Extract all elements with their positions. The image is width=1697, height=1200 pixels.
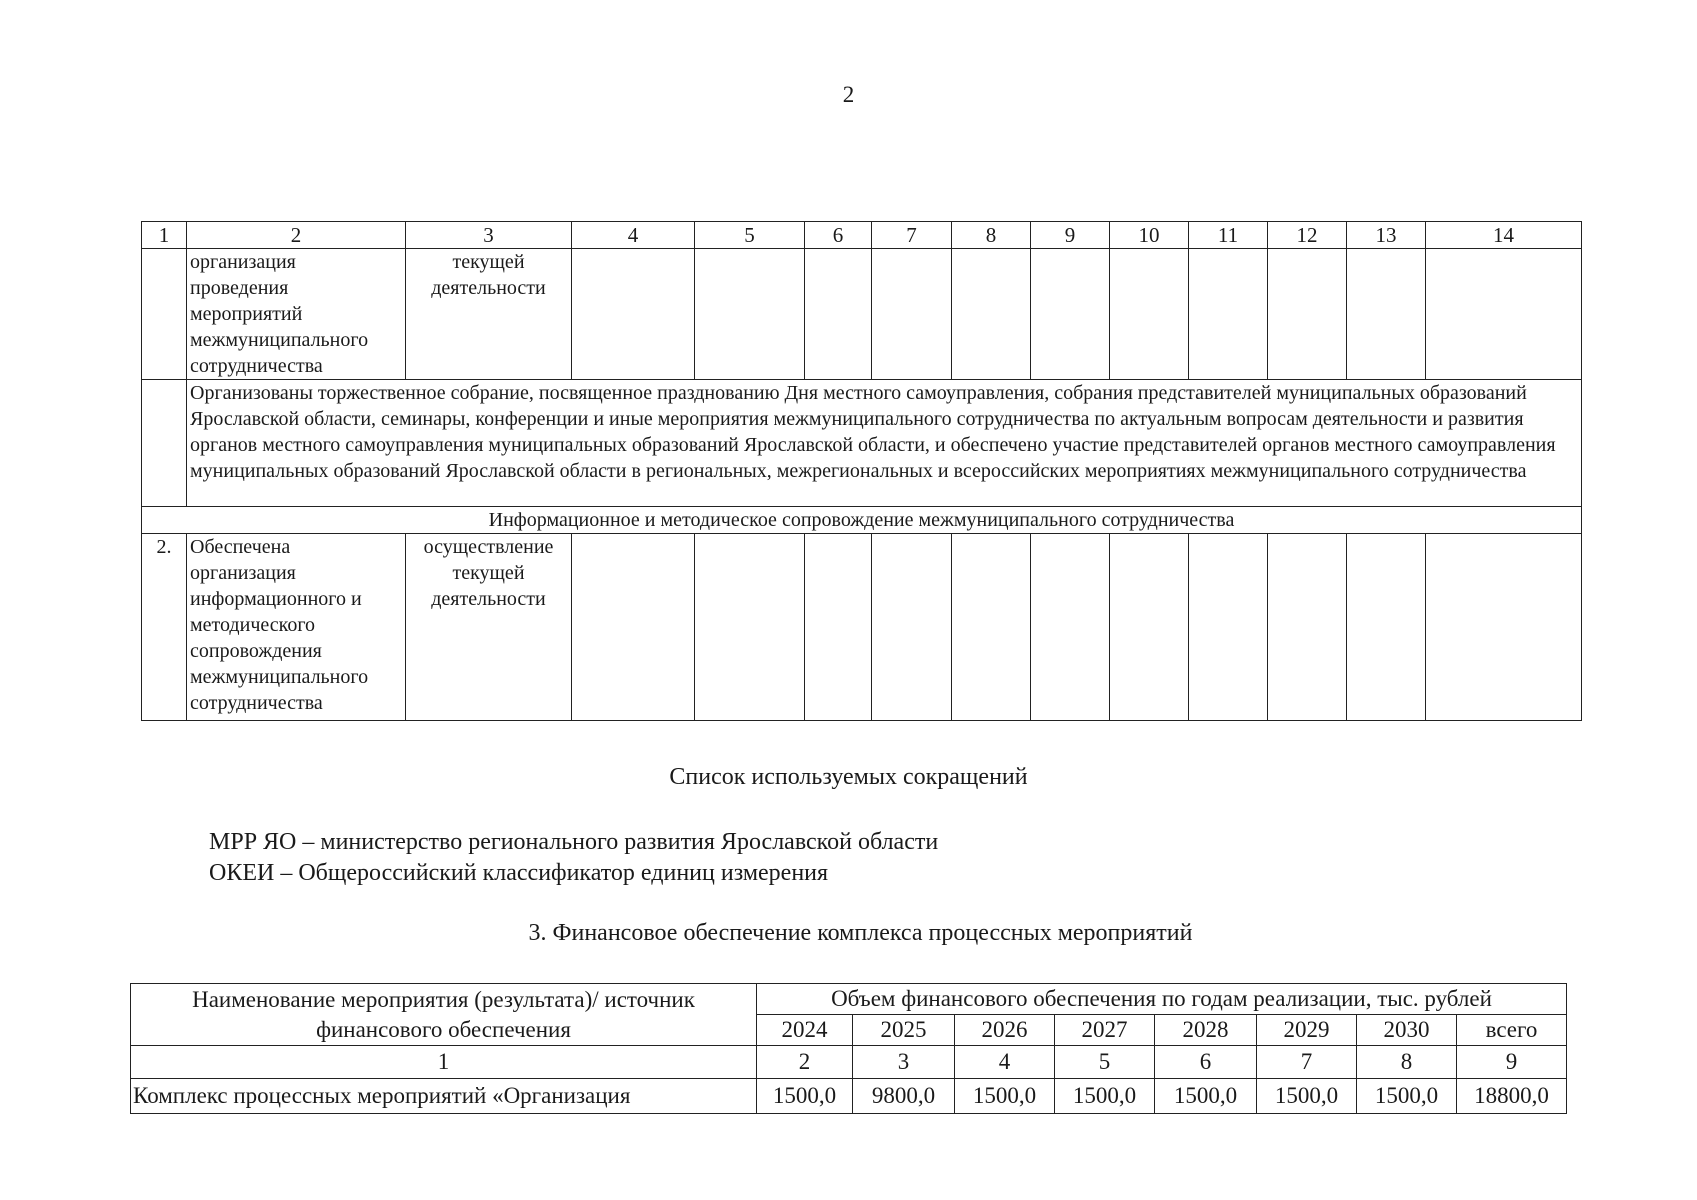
indicators-table xyxy=(141,221,1582,721)
table-cell xyxy=(872,534,952,721)
abbreviations-title: Список используемых сокращений xyxy=(669,764,1028,790)
financing-title: 3. Финансовое обеспечение комплекса процессных мероприятий xyxy=(528,920,1193,946)
table-cell xyxy=(805,249,872,380)
abbreviation-item: ОКЕИ – Общероссийский классификатор единиц измерения xyxy=(209,860,829,886)
year-header: 2026 xyxy=(955,1015,1055,1046)
table-row xyxy=(131,1079,1567,1114)
year-header: 2029 xyxy=(1257,1015,1357,1046)
table-cell xyxy=(1268,534,1347,721)
value-cell: 1500,0 xyxy=(955,1079,1055,1114)
table-cell xyxy=(872,249,952,380)
year-header: 2024 xyxy=(757,1015,853,1046)
table-cell xyxy=(1110,534,1189,721)
column-number: 12 xyxy=(1268,222,1347,249)
total-cell: 18800,0 xyxy=(1457,1079,1567,1114)
task-name-cell: Обеспечена организация информационного и методического сопровождения межмуниципального сотрудничества xyxy=(187,534,406,721)
table-row xyxy=(142,380,1582,507)
total-header: всего xyxy=(1457,1015,1567,1046)
table-header-row xyxy=(142,222,1582,249)
column-numbers-row xyxy=(131,1046,1567,1079)
year-header: 2030 xyxy=(1357,1015,1457,1046)
table-cell xyxy=(572,249,695,380)
table-row xyxy=(142,534,1582,721)
table-cell xyxy=(1031,249,1110,380)
column-number: 1 xyxy=(142,222,187,249)
value-cell: 1500,0 xyxy=(1055,1079,1155,1114)
financing-table xyxy=(130,983,1567,1114)
column-number: 6 xyxy=(805,222,872,249)
table-cell xyxy=(952,249,1031,380)
event-name-header: Наименование мероприятия (результата)/ источник финансового обеспечения xyxy=(131,984,757,1046)
column-number: 10 xyxy=(1110,222,1189,249)
column-number: 7 xyxy=(872,222,952,249)
table-cell xyxy=(1031,534,1110,721)
column-number: 2 xyxy=(187,222,406,249)
table-cell xyxy=(1189,534,1268,721)
column-number: 3 xyxy=(406,222,572,249)
column-number: 4 xyxy=(572,222,695,249)
column-number: 13 xyxy=(1347,222,1426,249)
table-cell xyxy=(142,380,187,507)
table-cell xyxy=(142,249,187,380)
column-number: 9 xyxy=(1031,222,1110,249)
table-cell xyxy=(805,534,872,721)
event-name-cell: Комплекс процессных мероприятий «Организация xyxy=(131,1079,757,1114)
table-cell xyxy=(695,534,805,721)
column-number: 9 xyxy=(1457,1046,1567,1079)
column-number: 5 xyxy=(695,222,805,249)
value-cell: 1500,0 xyxy=(1257,1079,1357,1114)
column-number: 11 xyxy=(1189,222,1268,249)
table-cell xyxy=(1426,534,1582,721)
value-cell: 1500,0 xyxy=(1357,1079,1457,1114)
year-header: 2027 xyxy=(1055,1015,1155,1046)
table-row xyxy=(142,249,1582,380)
column-number: 5 xyxy=(1055,1046,1155,1079)
result-description: Организованы торжественное собрание, посвященное празднованию Дня местного самоуправления, собрания представителей муниципальных образований Ярославской области, семинары, конференции и иные мероприятия межмуниципального сотрудничества по актуальным вопросам деятельности и развития органов местного самоуправления муниципальных образований Ярославской области, и обеспечено участие представителей органов местного самоуправления муниципальных образований Ярославской области в региональных, межрегиональных и всероссийских мероприятиях межмуниципального сотрудничества xyxy=(187,380,1582,507)
column-number: 4 xyxy=(955,1046,1055,1079)
table-cell xyxy=(1426,249,1582,380)
row-number: 2. xyxy=(142,534,187,721)
section-title: Информационное и методическое сопровождение межмуниципального сотрудничества xyxy=(142,507,1582,534)
section-row xyxy=(142,507,1582,534)
page-number: 2 xyxy=(842,82,855,107)
value-cell: 9800,0 xyxy=(853,1079,955,1114)
abbreviations-list xyxy=(209,827,938,889)
column-number: 1 xyxy=(131,1046,757,1079)
financing-header-row xyxy=(131,984,1567,1015)
column-number: 2 xyxy=(757,1046,853,1079)
task-type-cell: осуществление текущей деятельности xyxy=(406,534,572,721)
value-cell: 1500,0 xyxy=(1155,1079,1257,1114)
table-cell xyxy=(695,249,805,380)
table-cell xyxy=(1347,249,1426,380)
year-header: 2028 xyxy=(1155,1015,1257,1046)
column-number: 14 xyxy=(1426,222,1582,249)
column-number: 3 xyxy=(853,1046,955,1079)
column-number: 8 xyxy=(1357,1046,1457,1079)
table-cell xyxy=(572,534,695,721)
task-name-cell: организация проведения мероприятий межмуниципального сотрудничества xyxy=(187,249,406,380)
column-number: 7 xyxy=(1257,1046,1357,1079)
year-header: 2025 xyxy=(853,1015,955,1046)
table-cell xyxy=(1347,534,1426,721)
table-cell xyxy=(1110,249,1189,380)
value-cell: 1500,0 xyxy=(757,1079,853,1114)
table-cell xyxy=(1268,249,1347,380)
task-type-cell: текущей деятельности xyxy=(406,249,572,380)
table-cell xyxy=(952,534,1031,721)
volume-header: Объем финансового обеспечения по годам реализации, тыс. рублей xyxy=(757,984,1567,1015)
abbreviation-item: МРР ЯО – министерство регионального развития Ярославской области xyxy=(209,829,939,855)
column-number: 6 xyxy=(1155,1046,1257,1079)
column-number: 8 xyxy=(952,222,1031,249)
table-cell xyxy=(1189,249,1268,380)
